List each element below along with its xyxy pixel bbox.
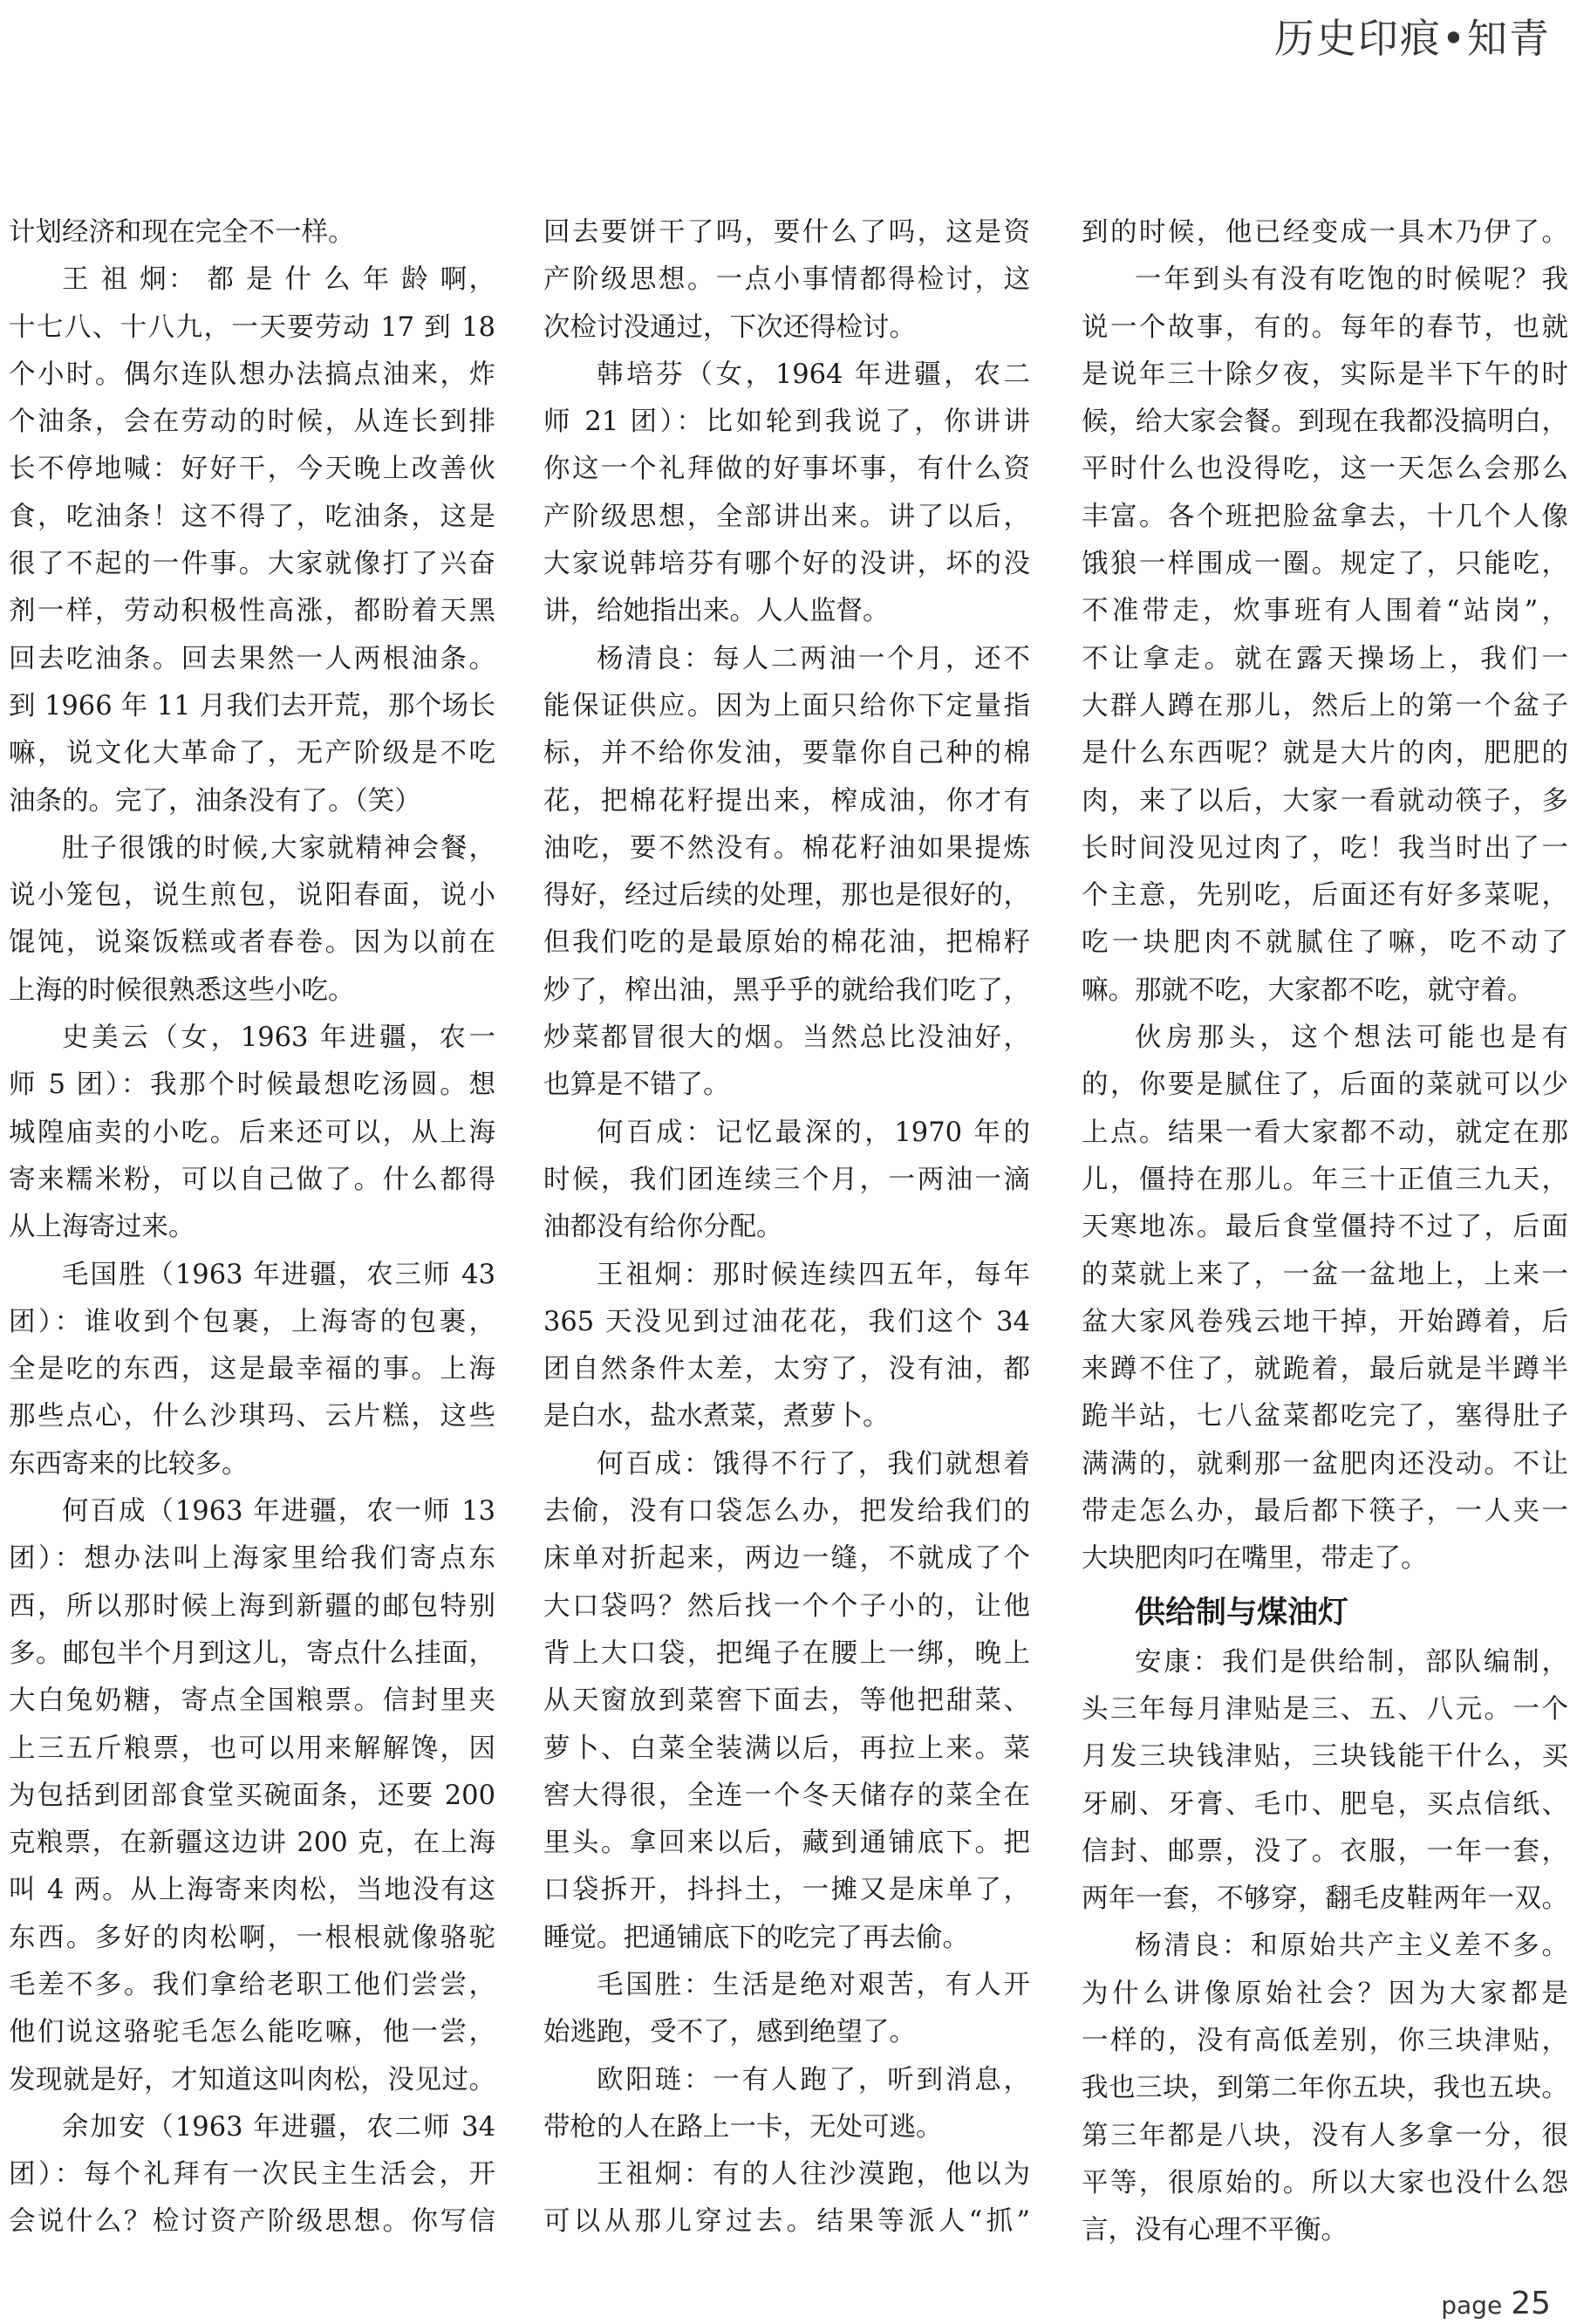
text-line: 不准带走，炊事班有人围着“站岗”， bbox=[1082, 596, 1568, 627]
text-line: 何百成：饿得不行了，我们就想着 bbox=[597, 1448, 1030, 1480]
text-line: 王祖炯：那时候连续四五年，每年 bbox=[597, 1259, 1030, 1290]
running-header: 历史印痕•知青 bbox=[1273, 15, 1551, 62]
text-line: 油都没有给你分配。 bbox=[543, 1212, 783, 1243]
text-line: 是白水，盐水煮菜，煮萝卜。 bbox=[543, 1401, 890, 1432]
text-line: 油条的。完了，油条没有了。（笑） bbox=[9, 785, 421, 817]
text-line: 两年一套，不够穿，翻毛皮鞋两年一双。 bbox=[1082, 1883, 1568, 1915]
text-line: 欧阳琏：一有人跑了，听到消息， bbox=[597, 2064, 1030, 2095]
text-line: 满满的，就剩那一盆肥肉还没动。不让 bbox=[1082, 1448, 1568, 1480]
text-line: 带枪的人在路上一卡，无处可逃。 bbox=[543, 2111, 943, 2143]
text-line: 我也三块，到第二年你五块，我也五块。 bbox=[1082, 2073, 1568, 2104]
text-line: 团自然条件太差，太穷了，没有油，都 bbox=[543, 1354, 1030, 1385]
text-line: 长时间没见过肉了，吃！我当时出了一 bbox=[1082, 832, 1568, 864]
text-line: 一样的，没有高低差别，你三块津贴， bbox=[1082, 2025, 1568, 2056]
text-line: 跪半站，七八盆菜都吃完了，塞得肚子 bbox=[1082, 1401, 1568, 1432]
text-line: 盆大家风卷残云地干掉，开始蹲着，后 bbox=[1082, 1306, 1568, 1337]
text-line: 讲，给她指出来。人人监督。 bbox=[543, 596, 890, 627]
text-line: 城隍庙卖的小吃。后来还可以，从上海 bbox=[9, 1117, 495, 1148]
text-line: 但我们吃的是最原始的棉花油，把棉籽 bbox=[543, 927, 1030, 959]
page-label: page bbox=[1441, 2291, 1503, 2320]
text-line: 西，所以那时候上海到新疆的邮包特别 bbox=[9, 1590, 495, 1622]
text-line: 上海的时候很熟悉这些小吃。 bbox=[9, 974, 355, 1006]
text-line: 为什么讲像原始社会？因为大家都是 bbox=[1082, 1978, 1568, 2009]
text-line: 萝卜、白菜全装满以后，再拉上来。菜 bbox=[543, 1733, 1030, 1764]
text-line: 得好，经过后续的处理，那也是很好的， bbox=[543, 880, 1030, 912]
text-line: 到 1966 年 11 月我们去开荒，那个场长 bbox=[9, 690, 495, 721]
text-line: 也算是不错了。 bbox=[543, 1070, 730, 1101]
text-line: 不让拿走。就在露天操场上，我们一 bbox=[1082, 643, 1568, 674]
text-line: 史美云（女，1963 年进疆，农一 bbox=[62, 1022, 495, 1054]
text-line: 你这一个礼拜做的好事坏事，有什么资 bbox=[543, 454, 1030, 485]
column-2 bbox=[543, 209, 1030, 2246]
text-line: 睡觉。把通铺底下的吃完了再去偷。 bbox=[543, 1922, 969, 1953]
text-line: 个小时。偶尔连队想办法搞点油来，炸 bbox=[9, 359, 495, 390]
text-line: 候，给大家会餐。到现在我都没搞明白， bbox=[1082, 407, 1568, 438]
text-line: 团）：每个礼拜有一次民主生活会，开 bbox=[9, 2159, 495, 2191]
text-line: 平时什么也没得吃，这一天怎么会那么 bbox=[1082, 454, 1568, 485]
text-line: 馄饨，说粢饭糕或者春卷。因为以前在 bbox=[9, 927, 495, 959]
text-line: 计划经济和现在完全不一样。 bbox=[9, 217, 355, 248]
column-3 bbox=[1082, 209, 1568, 2254]
text-line: 第三年都是八块，没有人多拿一分，很 bbox=[1082, 2120, 1568, 2151]
text-line: 东西寄来的比较多。 bbox=[9, 1448, 249, 1480]
text-line: 饿狼一样围成一圈。规定了，只能吃， bbox=[1082, 549, 1568, 580]
text-line: 的，你要是腻住了，后面的菜就可以少 bbox=[1082, 1070, 1568, 1101]
text-line: 炒了，榨出油，黑乎乎的就给我们吃了， bbox=[543, 974, 1030, 1006]
text-line: 安康：我们是供给制，部队编制， bbox=[1135, 1646, 1568, 1678]
text-line: 床单对折起来，两边一缝，不就成了个 bbox=[543, 1543, 1030, 1575]
text-line: 发现就是好，才知道这叫肉松，没见过。 bbox=[9, 2064, 495, 2095]
page-number: 25 bbox=[1511, 2286, 1551, 2321]
text-line: 王 祖 炯： 都 是 什 么 年 龄 啊， bbox=[62, 264, 495, 296]
text-line: 长不停地喊：好好干，今天晚上改善伙 bbox=[9, 454, 495, 485]
text-line: 克粮票，在新疆这边讲 200 克，在上海 bbox=[9, 1828, 495, 1859]
text-line: 大群人蹲在那儿，然后上的第一个盆子 bbox=[1082, 690, 1568, 721]
text-line: 365 天没见到过油花花，我们这个 34 bbox=[543, 1306, 1030, 1337]
text-line: 嘛。那就不吃，大家都不吃，就守着。 bbox=[1082, 974, 1534, 1006]
text-line: 肉，来了以后，大家一看就动筷子，多 bbox=[1082, 785, 1568, 817]
text-line: 伙房那头，这个想法可能也是有 bbox=[1135, 1022, 1568, 1054]
text-line: 带走怎么办，最后都下筷子，一人夹一 bbox=[1082, 1496, 1568, 1528]
text-line: 背上大口袋，把绳子在腰上一绑，晚上 bbox=[543, 1637, 1030, 1669]
text-line: 大口袋吗？然后找一个个子小的，让他 bbox=[543, 1590, 1030, 1622]
text-line: 吃一块肥肉不就腻住了嘛，吃不动了 bbox=[1082, 927, 1568, 959]
article-body bbox=[0, 209, 1570, 2268]
text-line: 肚子很饿的时候,大家就精神会餐， bbox=[62, 832, 495, 864]
text-line: 他们说这骆驼毛怎么能吃嘛，他一尝， bbox=[9, 2017, 495, 2048]
text-line: 杨清良：每人二两油一个月，还不 bbox=[597, 643, 1030, 674]
text-line: 全是吃的东西，这是最幸福的事。上海 bbox=[9, 1354, 495, 1385]
text-line: 天寒地冻。最后食堂僵持不过了，后面 bbox=[1082, 1212, 1568, 1243]
text-line: 回去要饼干了吗，要什么了吗，这是资 bbox=[543, 217, 1030, 248]
text-line: 十七八、十八九，一天要劳动 17 到 18 bbox=[9, 311, 495, 343]
text-line: 寄来糯米粉，可以自己做了。什么都得 bbox=[9, 1164, 495, 1195]
text-line: 到的时候，他已经变成一具木乃伊了。 bbox=[1082, 217, 1568, 248]
text-line: 说小笼包，说生煎包，说阳春面，说小 bbox=[9, 880, 495, 912]
text-line: 时候，我们团连续三个月，一两油一滴 bbox=[543, 1164, 1030, 1195]
text-line: 毛国胜：生活是绝对艰苦，有人开 bbox=[597, 1969, 1030, 2000]
text-line: 儿，僵持在那儿。年三十正值三九天， bbox=[1082, 1164, 1568, 1195]
text-line: 余加安（1963 年进疆，农二师 34 bbox=[62, 2111, 495, 2143]
text-line: 是说年三十除夕夜，实际是半下午的时 bbox=[1082, 359, 1568, 390]
text-line: 多。邮包半个月到这儿，寄点什么挂面， bbox=[9, 1637, 495, 1669]
text-line: 油吃，要不然没有。棉花籽油如果提炼 bbox=[543, 832, 1030, 864]
text-line: 杨清良：和原始共产主义差不多。 bbox=[1135, 1931, 1568, 1962]
text-line: 可以从那儿穿过去。结果等派人“抓” bbox=[543, 2206, 1030, 2238]
text-line: 始逃跑，受不了，感到绝望了。 bbox=[543, 2017, 916, 2048]
text-line: 韩培芬（女，1964 年进疆，农二 bbox=[597, 359, 1030, 390]
text-line: 师 21 团）：比如轮到我说了，你讲讲 bbox=[543, 407, 1030, 438]
text-line: 说一个故事，有的。每年的春节，也就 bbox=[1082, 311, 1568, 343]
text-line: 能保证供应。因为上面只给你下定量指 bbox=[543, 690, 1030, 721]
text-line: 那些点心，什么沙琪玛、云片糕，这些 bbox=[9, 1401, 495, 1432]
text-line: 毛国胜（1963 年进疆，农三师 43 bbox=[62, 1259, 495, 1290]
column-1 bbox=[9, 209, 495, 2246]
text-line: 上三五斤粮票，也可以用来解解馋，因 bbox=[9, 1733, 495, 1764]
text-line: 是什么东西呢？就是大片的肉，肥肥的 bbox=[1082, 738, 1568, 769]
text-line: 团）：想办法叫上海家里给我们寄点东 bbox=[9, 1543, 495, 1575]
section-heading: 供给制与煤油灯 bbox=[1135, 1595, 1349, 1630]
text-line: 产阶级思想，全部讲出来。讲了以后， bbox=[543, 501, 1030, 532]
text-line: 去偷，没有口袋怎么办，把发给我们的 bbox=[543, 1496, 1030, 1528]
text-line: 从天窗放到菜窖下面去，等他把甜菜、 bbox=[543, 1685, 1030, 1717]
text-line: 叫 4 两。从上海寄来肉松，当地没有这 bbox=[9, 1875, 495, 1906]
text-line: 为包括到团部食堂买碗面条，还要 200 bbox=[9, 1780, 495, 1811]
text-line: 次检讨没通过，下次还得检讨。 bbox=[543, 311, 916, 343]
column-3-top bbox=[1082, 209, 1568, 1583]
text-line: 头三年每月津贴是三、五、八元。一个 bbox=[1082, 1693, 1568, 1725]
text-line: 师 5 团）：我那个时候最想吃汤圆。想 bbox=[9, 1070, 495, 1101]
text-line: 牙刷、牙膏、毛巾、肥皂，买点信纸、 bbox=[1082, 1788, 1568, 1820]
text-line: 回去吃油条。回去果然一人两根油条。 bbox=[9, 643, 495, 674]
text-line: 大白兔奶糖，寄点全国粮票。信封里夹 bbox=[9, 1685, 495, 1717]
text-line: 炒菜都冒很大的烟。当然总比没油好， bbox=[543, 1022, 1030, 1054]
text-line: 会说什么？检讨资产阶级思想。你写信 bbox=[9, 2206, 495, 2238]
page-footer bbox=[1441, 2286, 1551, 2321]
text-line: 团）：谁收到个包裹，上海寄的包裹， bbox=[9, 1306, 495, 1337]
text-line: 标，并不给你发油，要靠你自己种的棉 bbox=[543, 738, 1030, 769]
text-line: 里头。拿回来以后，藏到通铺底下。把 bbox=[543, 1828, 1030, 1859]
text-line: 大家说韩培芬有哪个好的没讲，坏的没 bbox=[543, 549, 1030, 580]
text-line: 剂一样，劳动积极性高涨，都盼着天黑 bbox=[9, 596, 495, 627]
text-line: 大块肥肉叼在嘴里，带走了。 bbox=[1082, 1543, 1428, 1575]
text-line: 一年到头有没有吃饱的时候呢？我 bbox=[1135, 264, 1568, 296]
text-line: 信封、邮票，没了。衣服，一年一套， bbox=[1082, 1835, 1568, 1867]
text-line: 口袋拆开，抖抖土，一摊又是床单了， bbox=[543, 1875, 1030, 1906]
text-line: 上点。结果一看大家都不动，就定在那 bbox=[1082, 1117, 1568, 1148]
text-line: 很了不起的一件事。大家就像打了兴奋 bbox=[9, 549, 495, 580]
column-3-bottom bbox=[1082, 1639, 1568, 2255]
text-line: 何百成：记忆最深的，1970 年的 bbox=[597, 1117, 1030, 1148]
text-line: 的菜就上来了，一盆一盆地上，上来一 bbox=[1082, 1259, 1568, 1290]
text-line: 来蹲不住了，就跪着，最后就是半蹲半 bbox=[1082, 1354, 1568, 1385]
text-line: 何百成（1963 年进疆，农一师 13 bbox=[62, 1496, 495, 1528]
text-line: 月发三块钱津贴，三块钱能干什么，买 bbox=[1082, 1741, 1568, 1773]
text-line: 毛差不多。我们拿给老职工他们尝尝， bbox=[9, 1969, 495, 2000]
text-line: 从上海寄过来。 bbox=[9, 1212, 195, 1243]
text-line: 平等，很原始的。所以大家也没什么怨 bbox=[1082, 2167, 1568, 2198]
text-line: 个主意，先别吃，后面还有好多菜呢， bbox=[1082, 880, 1568, 912]
text-line: 产阶级思想。一点小事情都得检讨，这 bbox=[543, 264, 1030, 296]
text-line: 个油条，会在劳动的时候，从连长到排 bbox=[9, 407, 495, 438]
text-line: 窖大得很，全连一个冬天储存的菜全在 bbox=[543, 1780, 1030, 1811]
text-line: 嘛，说文化大革命了，无产阶级是不吃 bbox=[9, 738, 495, 769]
text-line: 食，吃油条！这不得了，吃油条，这是 bbox=[9, 501, 495, 532]
text-line: 言，没有心理不平衡。 bbox=[1082, 2215, 1348, 2246]
text-line: 丰富。各个班把脸盆拿去，十几个人像 bbox=[1082, 501, 1568, 532]
text-line: 东西。多好的肉松啊，一根根就像骆驼 bbox=[9, 1922, 495, 1953]
text-line: 王祖炯：有的人往沙漠跑，他以为 bbox=[597, 2159, 1030, 2191]
text-line: 花，把棉花籽提出来，榨成油，你才有 bbox=[543, 785, 1030, 817]
